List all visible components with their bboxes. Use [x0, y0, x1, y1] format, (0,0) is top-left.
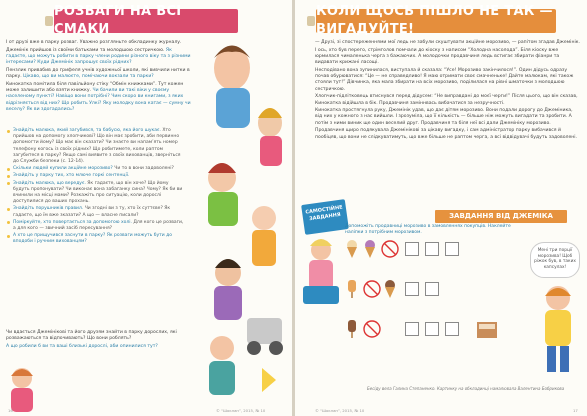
sticker-slot[interactable]: [445, 322, 459, 336]
tape-decoration: [45, 16, 53, 26]
intro-paragraph: І от друзі вже в парку розваг. Уважно розгляньте обкладинку журналу.: [6, 40, 182, 45]
list-item: Знайдіть порушників правил. Чи згодні ви з ту, хто їх суттєве? Як гадаєте, що їм вже зказати? А що — власне писали?: [6, 206, 186, 218]
illustration-credit: Бесіду вела Галина Степаненко. Картинку на обкладинці намалювала Валентина Бобрикова: [367, 386, 565, 391]
outro-question: А що робили б ви та ваші близькі дорослі, аби опинилися тут?: [6, 343, 158, 349]
bullet-icon: [7, 168, 10, 171]
ice-cream-cone-icon: [345, 240, 359, 258]
task-title: ЗАВДАННЯ ВІД ДЖЕМІКА: [435, 210, 567, 223]
bullet-icon: [7, 130, 10, 133]
sticker-slot[interactable]: [425, 322, 439, 336]
ice-cream-cone-icon: [363, 240, 377, 258]
page-number: 16: [8, 407, 13, 413]
list-item: Знайдіть малюка, який загубився, та бабусю, яка його шукає. Хто прийшов на допомогу хлопчикові? Що він має зробити, аби первинно допомогти йому? Що має він сказати? Чи знаєте ви напам’ять номер телефону когось із своїх рідних? Що робитимете, коли раптом загубитеся в парку? Якщо самі виявите з своїх вихованців, зверніться до Служби безпеки (с. 12-14).: [6, 128, 186, 165]
bullet-icon: [7, 235, 10, 238]
independent-task-ribbon: САМОСТІЙНЕ ЗАВДАННЯ: [301, 199, 349, 235]
girl-illustration: [2, 364, 42, 414]
left-outro: [6, 330, 191, 351]
speech-bubble: Мені три порції морозива! Щоб ріжок був, в таких капсулах!: [530, 242, 580, 278]
story-paragraph: Несподівано вона зупинилася, виступала й сказала: “Усе! Морозиво закінчилося!”. Один дідусь одразу почав обурюватися: “Це — не справедливо! Я маю отримати своє смачненьке! Дайте малюкам, які також стояли тут!” Дівчинка, яка мала збирати на всіх морозиво, поділилася на рівні шматочки з молодшою сестричкою.: [315, 67, 574, 92]
crossed-out-icon: [363, 280, 381, 298]
story-paragraph: І ось, хто був перего, стрімголов помчали до кіоску з написом “Холодна насолода”. Біля кіоску вже юрмилася чималенька черга з бажаючих. А молодочки продавчиня ледь встигає збирати фіанри та видавати крижані ласощі.: [315, 47, 560, 66]
prompt-list: [6, 128, 186, 247]
story-paragraph: — Друзі, зі спостереженнями мої ледь не забули скуштувати акційне морозиво, — рапітом згадав Джемінік.: [315, 40, 580, 45]
sticker-slot[interactable]: [405, 322, 419, 336]
right-page: [295, 0, 587, 416]
boy-illustration: [533, 282, 583, 378]
left-page: [0, 0, 292, 416]
sticker-slot[interactable]: [425, 242, 439, 256]
intro-paragraph: Пензлик привабив до грифеля учнів художньої школи, які вивчили нитки в парку. Цікаво, що ви малюєте, помічаючи вокзали та парки?: [6, 67, 190, 80]
ice-cream-seller-illustration: [299, 236, 343, 306]
sticker-slot[interactable]: [405, 282, 419, 296]
story-paragraph: Хлопчик-підлітковець втиснувся перед дідусем: “Не виправдані до моєї черги!” Після цього, що він сказав, Кинокатка відійшла в бік. Продавчиня заміннвась вибачатися за незручності.: [315, 94, 578, 106]
popsicle-icon: [345, 280, 359, 298]
tape-decoration: [307, 16, 315, 26]
outro-paragraph: Чи вдається Джемінікові та його друзям знайти в парку дорослих, які розважаються та відпочивають? Що вони роблять?: [6, 330, 177, 342]
bullet-icon: [7, 182, 10, 185]
list-item: Знайдіть малюка, що вередує. Як гадаєте, що він хоче? Що йому будуть пропонувати? Чи виконає вона забаганку сина? Чому? Як би ви вчинили на місці мами? Розкажіть про ситуацію, коли дорослі доступилися до ваших прохань.: [6, 181, 186, 206]
task-instruction: Допоможіть продавниці морозиво в замовленнях покупців. Наклейте наліпки з потрібним морозивом.: [345, 224, 511, 235]
copyright: © “Шоклап”, 2015, № 10: [216, 407, 266, 413]
characters-illustration: [192, 28, 292, 413]
right-page-title: КОЛИ ЩОСЬ ПІШЛО НЕ ТАК — ВИГАДУЙТЕ!: [316, 9, 556, 33]
ice-cream-cone-icon: [383, 280, 397, 298]
list-item: Поміркуйте, хто повертається за допомогою холі. Для кого це розваги, а для кого — звичний засіб пересування?: [6, 220, 186, 232]
list-item: А хто це прищучився заснути в парку? Як розваги можуть бути до вподоби і ручним вихованцям?: [6, 233, 186, 245]
intro-paragraph: Джемінік прийшов із своїми батьками та молодшою сестричкою. Як гадаєте, що можуть робити в парку члени родини різного віку та з різними інтересами? Куди Джемінік запрошує своїх рідних?: [6, 47, 191, 66]
left-page-title: РОЗВАГИ НА ВСІ СМАКИ: [54, 9, 238, 33]
intro-paragraph: Кинокатка помітила біля павільйону стіку “Обмін книжками”. Тут кожен може залишити або взяти книжку. Чи бачили ви такі віки у своєму населеному пункті? Навіщо вони потрібні? Чим скоро ви книгами, з яких відрізняється від них? Що робить Улкі? Яку молодку вона катає — сумну чи веселу? Як ви здогадались?: [6, 81, 191, 112]
list-item: Знайдіть у парку тих, хто млюче горкі сентенції.: [6, 173, 186, 179]
bullet-icon: [7, 221, 10, 224]
crossed-out-icon: [363, 320, 381, 338]
list-item: Скільки людей купили акційне морозиво? Чи то в вони задоволені?: [6, 166, 186, 172]
story-paragraph: Продавчиня щиро подякувала Джемінікові за цікаву вигадку, і сам адміністратор парку вибачився й пообіцяв, що вони не слідкуватимуть, що вже більше не раптом черга, а всі відвідувачі будуть задоволені.: [315, 128, 578, 140]
left-intro: [6, 40, 191, 114]
bullet-icon: [7, 208, 10, 211]
sticker-slot[interactable]: [425, 282, 439, 296]
bullet-icon: [7, 175, 10, 178]
ice-cream-box-icon: [475, 318, 499, 340]
popsicle-icon: [345, 320, 359, 338]
sticker-slot[interactable]: [445, 242, 459, 256]
sticker-slot[interactable]: [405, 242, 419, 256]
page-number: 17: [573, 407, 578, 413]
right-story: [315, 40, 581, 142]
copyright: © “Шоклап”, 2015, № 10: [315, 407, 365, 413]
story-paragraph: Кинокатка простягнула руку, Джемінік удав, що дає дітям морозиво. Вони подали дорогу до Джеміника, від них у кожного з нас вийшли. І зрозуміла, що її кількість — більше ніж можуть вигадати та зробити. А потім з ними виник ще один веселий друг. Продавчиня та біля неї всі дали Джемініку морозиво.: [315, 108, 573, 126]
crossed-out-icon: [381, 240, 399, 258]
